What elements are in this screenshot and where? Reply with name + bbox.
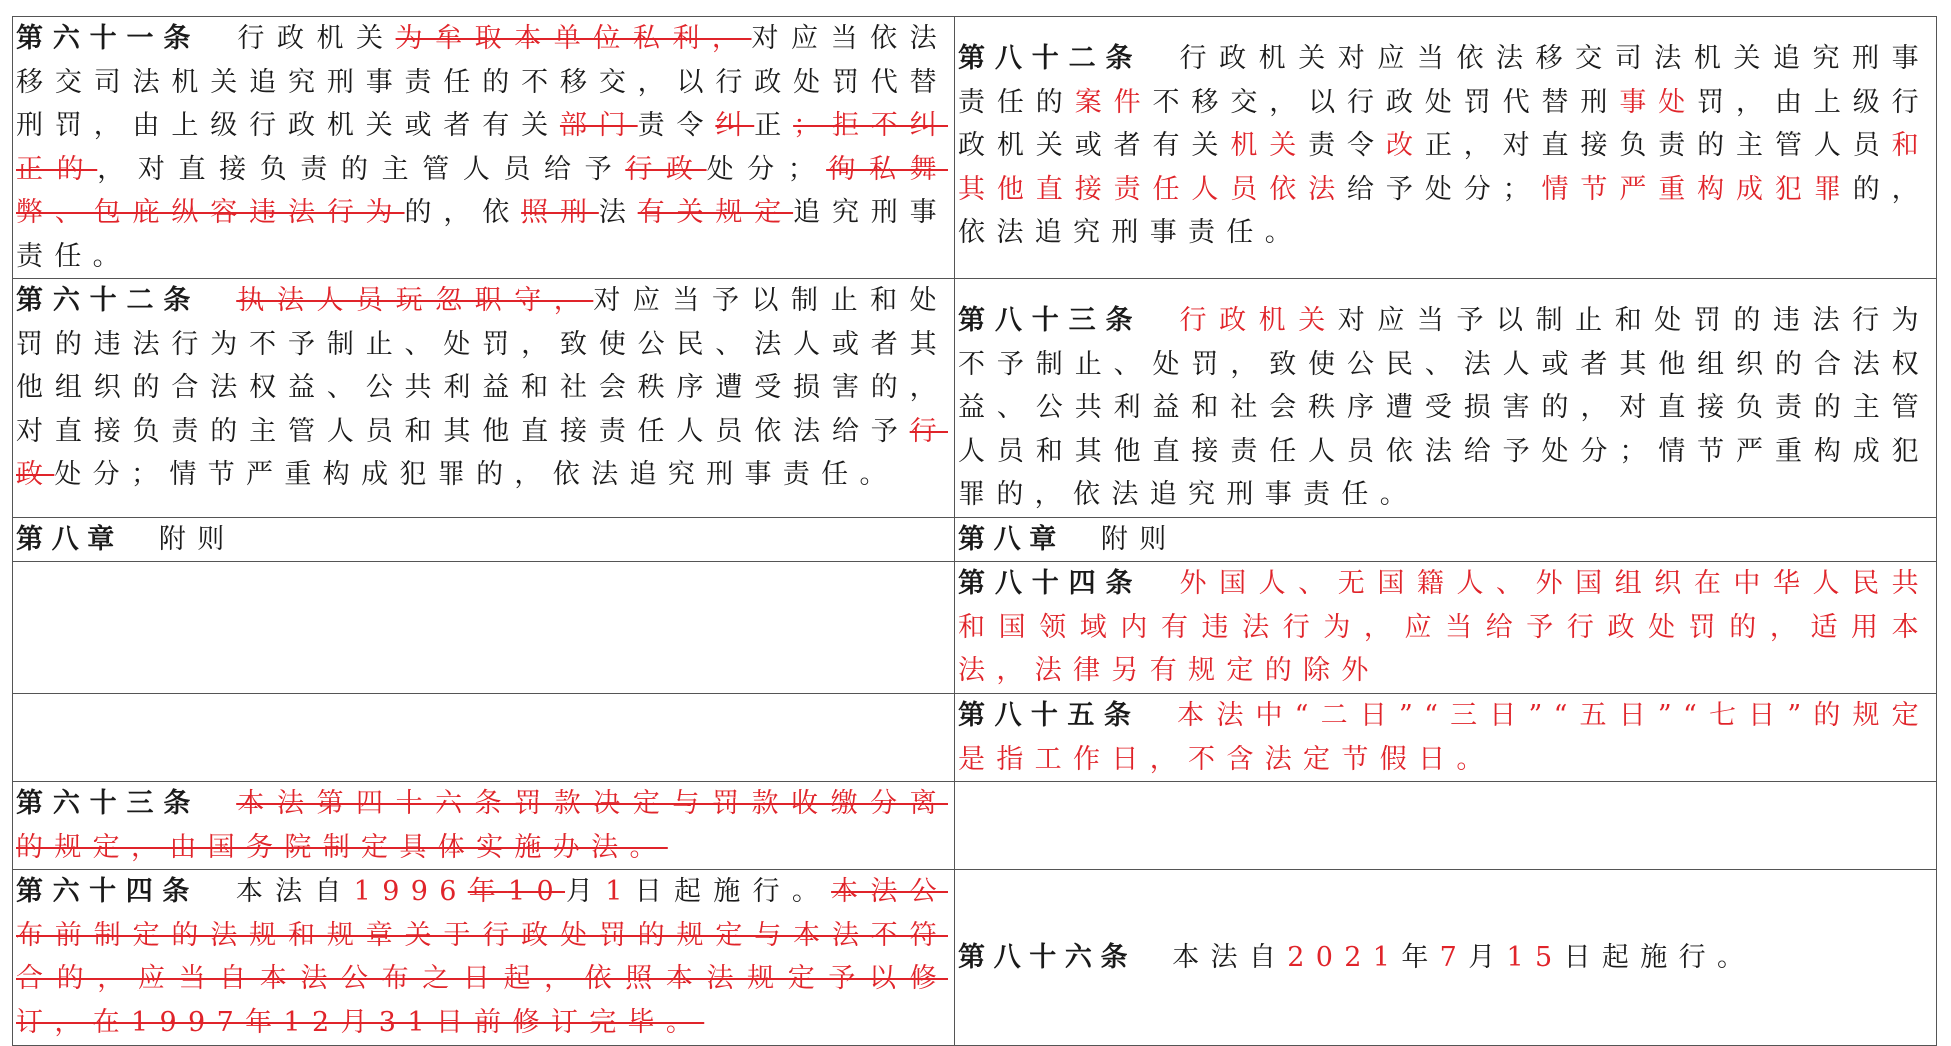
article-text: 对应当予以制止和处罚的违法行为不予制止、处罚，致使公民、法人或者其他组织的合法权益、公共利益和社会秩序遭受损害的，对直接负责的主管人员和其他直接责任人员依法给予 [16,285,948,447]
article-text: 附则 [1100,523,1178,555]
article-number: 第八章 [958,523,1065,555]
added-text: 和其他直接责任人员依法 [958,130,1930,205]
article-text: 对应当依法移交司法机关追究刑事责任的不移交，以行政处罚代替刑罚，由上级行政机关或者有关 [16,23,948,141]
added-text: 7 [1439,941,1469,973]
added-text: 2021 [1287,941,1402,973]
added-text: 1996 [353,876,468,907]
article-number: 第八十五条 [958,700,1141,731]
table-row [13,17,1937,279]
table-row [13,279,1937,518]
article-number: 第八十六条 [958,941,1137,973]
added-text: 改 [1385,130,1425,161]
added-text: 行政机关 [1178,305,1338,336]
empty-cell [13,562,955,694]
article-text: 正 [754,110,794,141]
chapter-heading-cell [955,517,1937,562]
new-article-cell [955,279,1937,518]
deleted-text: 行政 [16,415,948,490]
deleted-text: 部门 [559,110,638,141]
table-row [13,694,1937,782]
new-article-cell [955,17,1937,279]
deleted-text: 本法公布前制定的法规和规章关于行政处罚的规定与本法不符合的，应当自本法公布之日起，依照本法规定予以修订，在1997年12月31日前修订完毕。 [16,876,948,1038]
article-number: 第六十四条 [16,876,199,907]
new-article-cell [955,694,1937,782]
deleted-text: 徇私舞弊、包庇纵容违法行为 [16,153,948,228]
article-text: 的，依 [404,197,522,228]
comparison-table [12,16,1937,1046]
article-text: 年 [1401,941,1440,973]
new-article-cell [955,870,1937,1046]
added-text: 外国人、无国籍人、外国组织在中华人民共和国领域内有违法行为，应当给予行政处罚的，适用本法，法律另有规定的除外 [958,568,1930,686]
deleted-text: ；拒不纠正的 [16,110,949,185]
deleted-text: 本法第四十六条罚款决定与罚款收缴分离的规定，由国务院制定具体实施办法。 [16,788,948,863]
article-number: 第八十四条 [958,568,1143,599]
article-text: 正，对直接负责的主管人员 [1424,130,1892,161]
article-number: 第六十一条 [16,23,201,54]
added-text: 情节严重构成犯罪 [1540,173,1853,205]
table-row [13,782,1937,870]
added-text: 15 [1506,941,1564,973]
article-text: ，对直接负责的主管人员给予 [97,153,626,185]
article-text: 本法自 [1172,941,1288,973]
old-article-cell [13,279,955,518]
added-text: 1 [605,876,634,907]
article-number: 第八十二条 [958,43,1143,74]
article-text: 的，依法追究刑事责任。 [958,173,1930,248]
article-text: 月 [565,876,606,907]
article-text: 责令 [637,110,716,141]
empty-cell [955,782,1937,870]
article-text: 本法自 [234,876,354,907]
article-text: 日起施行。 [1563,941,1756,973]
table-row [13,562,1937,694]
added-text: 本法中“二日”“三日”“五日”“七日”的规定是指工作日，不含法定节假日。 [958,700,1930,775]
article-text: 不移交，以行政处罚代替刑 [1152,86,1620,118]
deleted-text: 执法人员玩忽职守， [236,285,594,316]
article-text: 对应当予以制止和处罚的违法行为不予制止、处罚，致使公民、法人或者其他组织的合法权益、公共利益和社会秩序遭受损害的，对直接负责的主管人员和其他直接责任人员依法给予处分；情节严重构成犯罪的，依法追究刑事责任。 [958,305,1930,510]
article-text: 处分；情节严重构成犯罪的，依法追究刑事责任。 [54,459,898,490]
added-text: 事处 [1619,86,1698,118]
article-text: 行政机关 [236,23,396,54]
deleted-text: 照刑 [521,197,599,228]
article-text: 给予处分； [1347,173,1541,205]
article-number: 第六十三条 [16,788,201,819]
new-article-cell [955,562,1937,694]
article-text: 日起施行。 [633,876,832,907]
article-text: 罚，由上级行政机关或者有关 [958,86,1930,161]
table-row [13,870,1937,1046]
table-row [13,517,1937,562]
article-text: 责令 [1308,130,1386,161]
old-article-cell [13,782,955,870]
added-text: 机关 [1230,130,1309,161]
article-number: 第六十二条 [16,285,201,316]
old-article-cell [13,870,955,1046]
old-article-cell [13,17,955,279]
article-text: 处分； [706,153,827,185]
article-text: 月 [1468,941,1507,973]
deleted-text: 10 [507,876,566,907]
empty-cell [13,694,955,782]
article-text: 附则 [158,523,236,555]
deleted-text: 纠 [715,110,755,141]
article-text: 法 [598,197,638,228]
deleted-text: 有关规定 [637,197,794,228]
deleted-text: 行政 [625,153,707,185]
article-number: 第八章 [16,523,123,555]
deleted-text: 为牟取本单位私利， [395,23,752,54]
article-number: 第八十三条 [958,305,1143,336]
article-text: 追究刑事责任。 [16,197,948,272]
added-text: 案件 [1074,86,1153,118]
chapter-heading-cell [13,517,955,562]
deleted-text: 年 [467,876,508,907]
article-text: 行政机关对应当依法移交司法机关追究刑事责任的 [958,43,1930,118]
